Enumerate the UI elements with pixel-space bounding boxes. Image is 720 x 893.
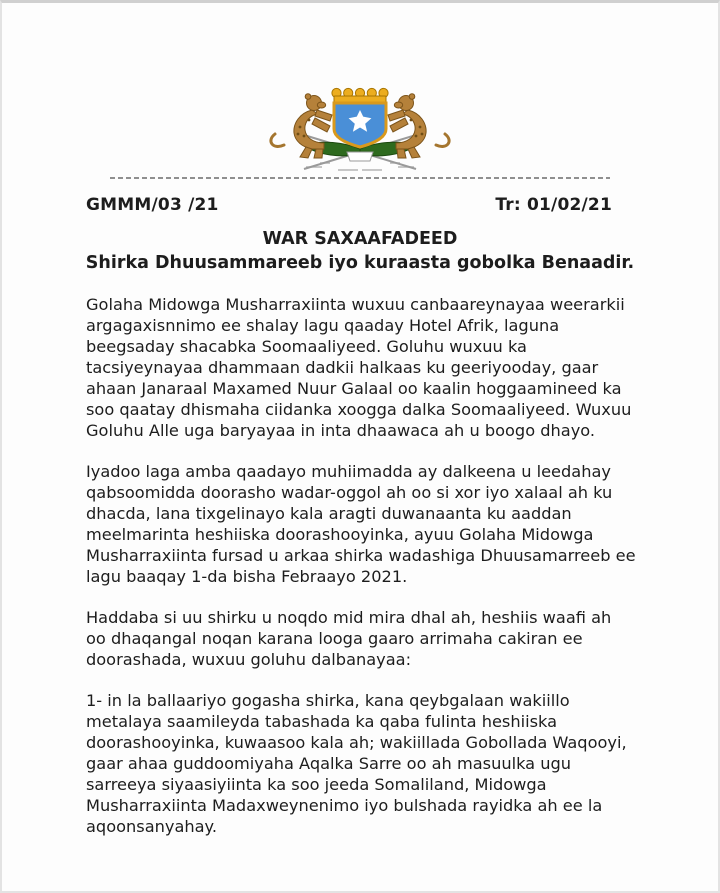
leopard-supporter-left	[271, 94, 332, 158]
ribbon	[347, 152, 373, 161]
leopard-supporter-right	[388, 94, 449, 158]
document-subtitle: Shirka Dhuusammareeb iyo kuraasta gobolka Benaadir.	[85, 253, 635, 273]
leopard-spot	[308, 119, 311, 122]
leopard-ear	[305, 94, 311, 100]
paragraph-condemnation: Golaha Midowga Musharraxiinta wuxuu canbaareynayaa weerarkii argagaxisnnimo ee shalay lagu qaaday Hotel Afrik, laguna beegsaday shacabka Soomaaliyeed. Goluhu wuxuu ka tacsiyeynayaa dhammaan dadkii halkaas ku geeriyooday, gaar ahaan Janaraal Maxamed Nuur Galaal oo kaalin hoggaamineed ka soo qaatay dhismaha ciidanka xoogga dalka Soomaaliyeed. Wuxuu Goluhu Alle uga baryayaa in inta dhaawaca ah u boogo dhayo.	[86, 295, 632, 440]
leopard-spot	[297, 133, 300, 136]
leopard-spot	[299, 126, 302, 129]
leopard-hindleg	[300, 147, 312, 158]
dashed-divider	[110, 177, 610, 179]
reference-number: GMMM/03 /21	[86, 195, 219, 215]
paragraph-demands-intro: Haddaba si uu shirku u noqdo mid mira dhal ah, heshiis waafi ah oo dhaqangal noqan karana looga gaaro arrimaha cakiran ee doorashada, wuxuu goluhu dalbanayaa:	[86, 608, 612, 669]
paragraph-election-agreement: Iyadoo laga amba qaadayo muhiimadda ay dalkeena u leedahay qabsoomidda doorasho wadar-oggol ah oo si xor iyo xalaal ah ku dhacda, lana tixgelinayo kala aragti duwanaanta ku aaddan meelmarinta heshiiska doorashooyinka, ayuu Golaha Midowga Musharraxiinta fursad u arkaa shirka wadashiga Dhuusamarreeb ee lagu baaqay 1-da bisha Febraayo 2021.	[86, 462, 636, 586]
coat-of-arms-svg	[250, 83, 470, 175]
document-meta-row	[86, 195, 612, 215]
leopard-hindleg	[314, 149, 323, 158]
document-body	[86, 294, 636, 837]
leopard-tail	[271, 134, 284, 146]
leopard-muzzle	[317, 102, 325, 108]
paragraph-demand-item-1: 1- in la ballaariyo gogasha shirka, kana qeybgalaan wakiillo metalaya saamileyda tabashada ka qaba fulinta heshiiska doorashooyinka, kuwaasoo kala ah; wakiillada Gobollada Waqooyi, gaar ahaa guddoomiyaha Aqalka Sarre oo ah masuulka ugu sarreeya siyaasiyiinta ka soo jeeda Somaliland, Midowga Musharraxiinta Madaxweynenimo iyo bulshada rayidka ah ee la aqoonsanyahay.	[86, 691, 627, 836]
document-title: WAR SAXAAFADEED	[262, 229, 458, 249]
document-date: Tr: 01/02/21	[495, 195, 612, 215]
leopard-spot	[303, 135, 306, 138]
crown	[332, 88, 388, 103]
somalia-coat-of-arms-emblem	[250, 83, 470, 175]
